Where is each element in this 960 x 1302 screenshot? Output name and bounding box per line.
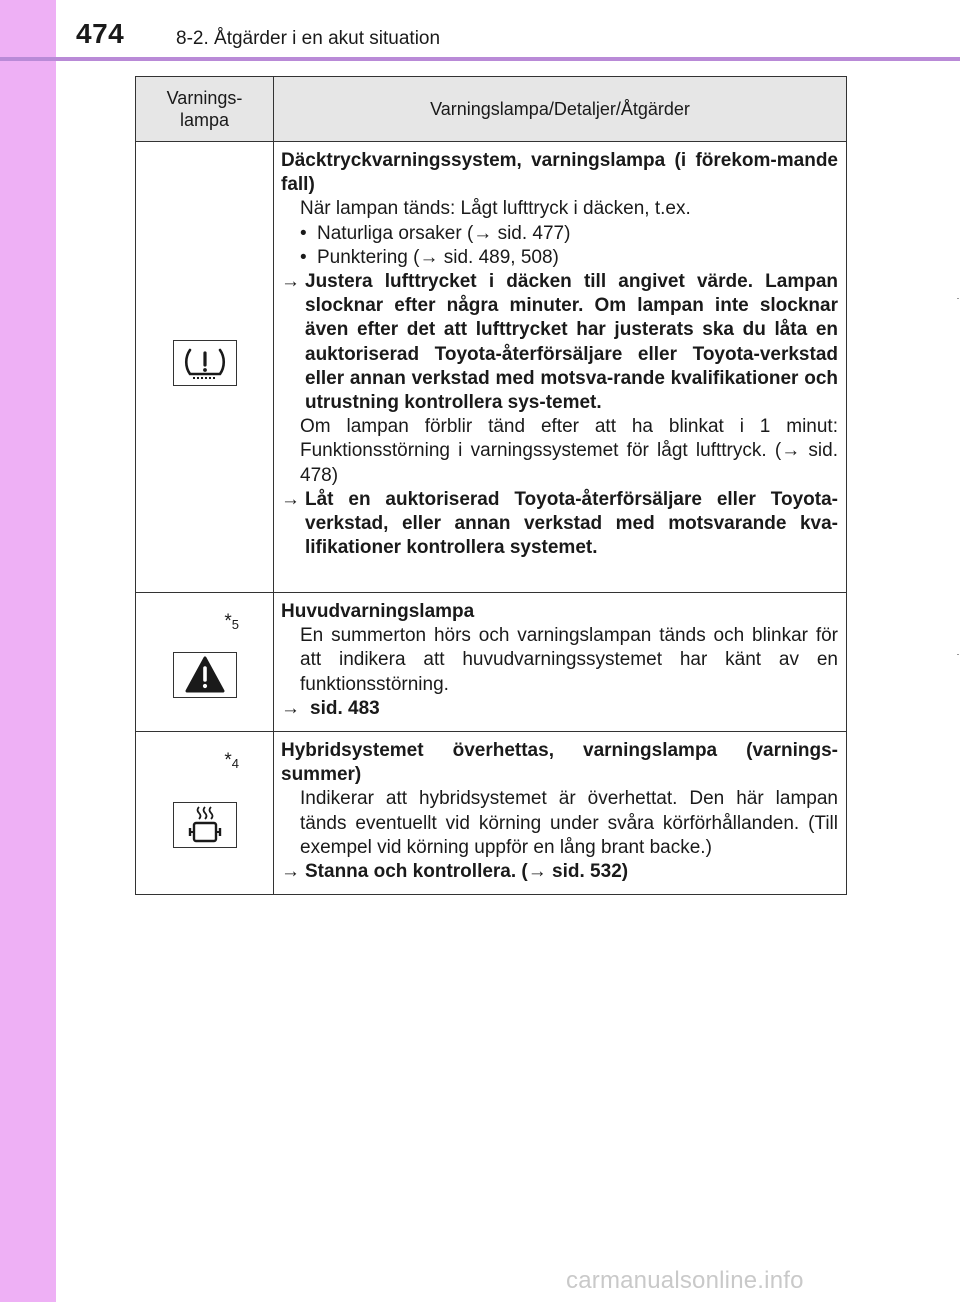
table-header-row <box>136 77 847 142</box>
edge-mark <box>957 654 959 655</box>
lamp-details <box>274 732 847 895</box>
reference-open: ( <box>774 440 782 462</box>
action-text: Stanna och kontrollera. ( <box>305 861 528 883</box>
arrow-right-icon: → <box>281 861 300 883</box>
page-reference: sid. 478) <box>300 440 838 486</box>
table-row <box>136 593 847 732</box>
blink-condition <box>281 415 838 488</box>
master-warning-icon <box>173 652 237 698</box>
lamp-title: Däcktryckvarningssystem, varningslampa (i förekom-mande fall) <box>281 150 838 196</box>
header-band <box>0 0 960 58</box>
page-reference: sid. 483 <box>310 697 380 719</box>
lamp-cell <box>136 593 274 732</box>
lamp-description: En summerton hörs och varningslampan tänds och blinkar för att indikera att huvudvarningssystemet har känt av en funktionsstörning. <box>300 625 838 695</box>
footnote-marker <box>224 748 239 774</box>
footnote-star: * <box>224 750 232 772</box>
lamp-cell <box>136 142 274 593</box>
column-header-details: Varningslampa/Detaljer/Åtgärder <box>274 77 847 142</box>
action-step <box>281 488 838 561</box>
footnote-number: 4 <box>231 756 239 772</box>
lamp-details <box>274 593 847 732</box>
blink-text: Om lampan förblir tänd efter att ha blinkat i 1 minut: Funktionsstörning i varningssystemet för lågt lufttryck. <box>300 416 838 462</box>
header-rule <box>0 57 960 61</box>
lamp-details <box>274 142 847 593</box>
side-tab-band <box>0 0 56 1302</box>
page-reference: sid. 477) <box>497 222 571 244</box>
column-header-lamp <box>136 77 274 142</box>
section-title: 8-2. Åtgärder i en akut situation <box>176 28 441 49</box>
bullet-text: Punktering ( <box>317 246 420 268</box>
action-text: Låt en auktoriserad Toyota-återförsäljare eller Toyota-verkstad, eller annan verkstad med motsvarande kva-lifikationer kontrollera systemet. <box>305 488 838 559</box>
lamp-title: Huvudvarningslampa <box>281 601 475 622</box>
arrow-right-icon: → <box>781 440 809 462</box>
column-header-lamp-text: Varnings- lampa <box>166 88 243 130</box>
footnote-star: * <box>224 611 232 632</box>
action-step <box>281 270 838 415</box>
tire-pressure-warning-icon <box>173 340 237 386</box>
footnote-marker <box>224 609 239 635</box>
hybrid-overheat-icon <box>173 802 237 848</box>
action-step <box>281 697 838 721</box>
arrow-right-icon: → <box>419 246 444 268</box>
arrow-right-icon: → <box>473 222 498 244</box>
bullet-text: Naturliga orsaker ( <box>317 222 474 244</box>
bullet-item: • Punktering (→ sid. 489, 508) <box>300 246 559 268</box>
arrow-right-icon: → <box>281 697 300 719</box>
table-row <box>136 732 847 895</box>
action-text: Justera lufttrycket i däcken till angivet värde. Lampan slocknar efter några minuter. Om lampan inte slocknar även efter det att lufttrycket har justerats ska du låta en auktoriserad Toyota-återförsäljare eller Toyota-verkstad eller annan verkstad med motsva-rande kvalifikationer och utrustning kontrollera sys-temet. <box>305 271 838 414</box>
bullet-item: • Naturliga orsaker (→ sid. 477) <box>300 222 571 244</box>
page-number: 474 <box>76 18 125 49</box>
header-tab-corner <box>0 0 56 58</box>
lamp-condition: När lampan tänds: Lågt lufttryck i däcken, t.ex. <box>300 198 691 220</box>
arrow-right-icon: → <box>281 488 300 510</box>
table-row <box>136 142 847 593</box>
lamp-title: Hybridsystemet överhettas, varningslampa (varnings-summer) <box>281 740 838 786</box>
watermark: carmanualsonline.info <box>566 1267 804 1294</box>
lamp-cell <box>136 732 274 895</box>
edge-mark <box>957 298 959 299</box>
page-reference: sid. 489, 508) <box>443 246 559 268</box>
arrow-right-icon: → <box>527 861 553 883</box>
warning-lamp-table <box>135 76 847 895</box>
lamp-description: Indikerar att hybridsystemet är överhettat. Den här lampan tänds eventuellt vid körning under svåra körförhållanden. (Till exempel vid körning uppför en lång brant backe.) <box>300 788 838 858</box>
page-reference: sid. 532) <box>552 861 629 883</box>
action-step <box>281 860 838 884</box>
footnote-number: 5 <box>231 617 239 632</box>
arrow-right-icon: → <box>281 271 300 293</box>
